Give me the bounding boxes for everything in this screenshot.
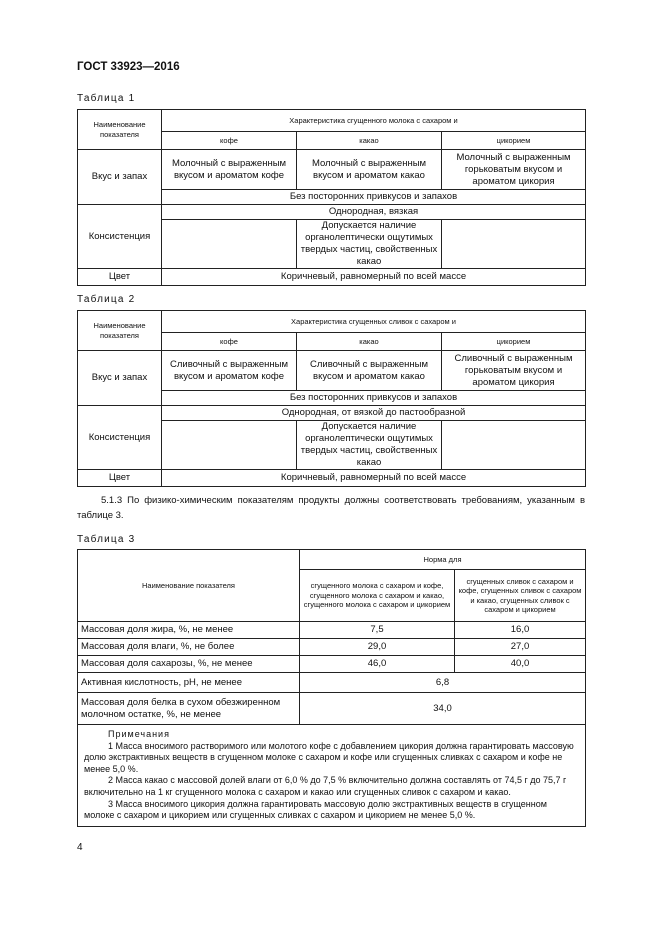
table1-consistency-common: Однородная, вязкая (162, 205, 586, 220)
table1 (77, 109, 586, 286)
table1-consistency-empty-2 (442, 220, 586, 269)
table3-row-protein-value: 34,0 (300, 693, 586, 725)
table1-color-value: Коричневый, равномерный по всей массе (162, 269, 586, 286)
table1-subheader-coffee: кофе (162, 132, 297, 150)
document-header: ГОСТ 33923—2016 (77, 61, 180, 73)
table1-color-label: Цвет (78, 269, 162, 286)
table2-subheader-cacao: какао (297, 333, 442, 351)
notes-title: Примечания (108, 729, 170, 739)
table2 (77, 310, 586, 487)
table3-row-moisture-v2: 27,0 (455, 639, 586, 656)
table2-color-value: Коричневый, равномерный по всей массе (162, 470, 586, 487)
table2-consistency-cacao: Допускается наличие органолептически ощутимых твердых частиц, свойственных какао (297, 421, 442, 470)
table2-taste-label: Вкус и запах (78, 351, 162, 406)
table3-row-sucrose-v2: 40,0 (455, 656, 586, 673)
table2-caption: Таблица 2 (77, 294, 136, 305)
table2-consistency-common: Однородная, от вязкой до пастообразной (162, 406, 586, 421)
table2-subheader-coffee: кофе (162, 333, 297, 351)
table3-row-moisture-v1: 29,0 (300, 639, 455, 656)
table3-notes (78, 725, 586, 827)
table3-row-protein-name: Массовая доля белка в сухом обезжиренном молочном остатке, %, не менее (78, 693, 300, 725)
table1-taste-coffee: Молочный с выраженным вкусом и ароматом кофе (162, 150, 297, 190)
table3-subheader-cream: сгущенных сливок с сахаром и кофе, сгущенных сливок с сахаром и какао, сгущенных сливок с сахаром и цикорием (455, 570, 586, 622)
paragraph-5-1-3: 5.1.3 По физико-химическим показателям продукты должны соответствовать требованиям, указанным в таблице 3. (77, 495, 585, 521)
table1-taste-chicory: Молочный с выраженным горьковатым вкусом и ароматом цикория (442, 150, 586, 190)
table3-row-fat-name: Массовая доля жира, %, не менее (78, 622, 300, 639)
table2-taste-common: Без посторонних привкусов и запахов (162, 391, 586, 406)
table2-group-header: Характеристика сгущенных сливок с сахаром и (162, 311, 586, 333)
table1-taste-label: Вкус и запах (78, 150, 162, 205)
table1-consistency-label: Консистенция (78, 205, 162, 269)
table3-row-moisture-name: Массовая доля влаги, %, не более (78, 639, 300, 656)
note-3: 3 Масса вносимого цикория должна гарантировать массовую долю экстрактивных веществ в сгущенном молоке с сахаром и цикорием или сгущенных сливках с сахаром и цикорием не менее 5,0 %. (84, 798, 547, 821)
table3-row-sucrose-v1: 46,0 (300, 656, 455, 673)
table2-subheader-chicory: цикорием (442, 333, 586, 351)
table3 (77, 549, 586, 827)
table1-caption: Таблица 1 (77, 93, 136, 104)
table3-caption: Таблица 3 (77, 534, 136, 545)
table2-consistency-label: Консистенция (78, 406, 162, 470)
table2-taste-chicory: Сливочный с выраженным горьковатым вкусом и ароматом цикория (442, 351, 586, 391)
table1-taste-common: Без посторонних привкусов и запахов (162, 190, 586, 205)
table2-consistency-empty-1 (162, 421, 297, 470)
table1-taste-cacao: Молочный с выраженным вкусом и ароматом какао (297, 150, 442, 190)
table3-norm-header: Норма для (300, 550, 586, 570)
table1-group-header: Характеристика сгущенного молока с сахаром и (162, 110, 586, 132)
table3-row-ph-value: 6,8 (300, 673, 586, 693)
table3-row-fat-v1: 7,5 (300, 622, 455, 639)
table3-col-header: Наименование показателя (78, 550, 300, 622)
note-2: 2 Масса какао с массовой долей влаги от 6,0 % до 7,5 % включительно должна составлять от 74,5 г до 75,7 г включительно на 1 кг сгущенного молока с сахаром и какао или сгущенных сливок с сахаром и какао. (84, 775, 567, 797)
table1-subheader-cacao: какао (297, 132, 442, 150)
note-1: 1 Масса вносимого растворимого или молотого кофе с добавлением цикория должна гарантировать массовую долю экстрактивных веществ в сгущенном молоке с сахаром и кофе или сгущенных сливках с сахаром и кофе не менее 5,0 %. (84, 740, 574, 774)
table2-taste-coffee: Сливочный с выраженным вкусом и ароматом кофе (162, 351, 297, 391)
table2-taste-cacao: Сливочный с выраженным вкусом и ароматом какао (297, 351, 442, 391)
table3-row-ph-name: Активная кислотность, pH, не менее (78, 673, 300, 693)
table1-subheader-chicory: цикорием (442, 132, 586, 150)
table1-consistency-cacao: Допускается наличие органолептически ощутимых твердых частиц, свойственных какао (297, 220, 442, 269)
table2-col-header: Наименование показателя (78, 311, 162, 351)
table3-row-sucrose-name: Массовая доля сахарозы, %, не менее (78, 656, 300, 673)
table2-color-label: Цвет (78, 470, 162, 487)
table1-consistency-empty-1 (162, 220, 297, 269)
table3-row-fat-v2: 16,0 (455, 622, 586, 639)
table1-col-header: Наименование показателя (78, 110, 162, 150)
table3-subheader-milk: сгущенного молока с сахаром и кофе, сгущенного молока с сахаром и какао, сгущенного молока с сахаром и цикорием (300, 570, 455, 622)
page-number: 4 (77, 842, 83, 853)
table2-consistency-empty-2 (442, 421, 586, 470)
